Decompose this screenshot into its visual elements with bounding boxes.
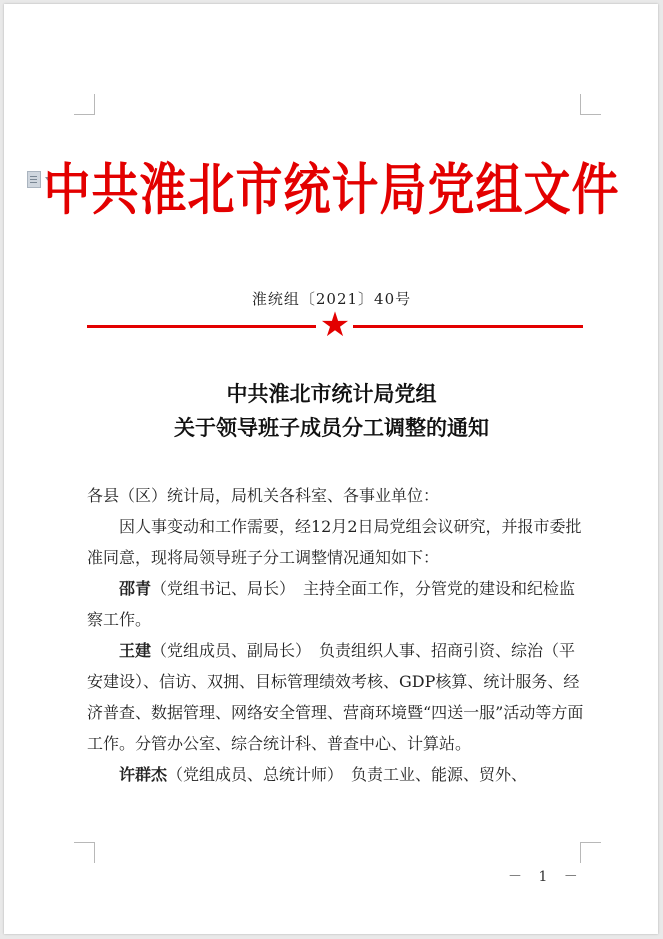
person-name: 许群杰 [119, 765, 168, 784]
document-number: 淮统组〔2021〕40号 [251, 290, 412, 308]
page-number: － 1 － [508, 869, 584, 885]
intro-paragraph: 因人事变动和工作需要，经12月2日局党组会议研究，并报市委批准同意，现将局领导班子分工调整情况通知如下： [87, 517, 582, 567]
person-name: 王建 [119, 641, 152, 660]
assignment-text: （党组成员、副局长） 负责组织人事、招商引资、综治（平安建设）、信访、双拥、目标管理绩效考核、GDP核算、统计服务、经济普查、数据管理、网络安全管理、营商环境暨“四送一服”活动等方面工作。分管办公室、综合统计科、普查中心、计算站。 [87, 641, 584, 753]
star-icon: ★ [319, 305, 351, 345]
notice-title-line2: 关于领导班子成员分工调整的通知 [174, 415, 489, 440]
notice-body [87, 480, 587, 790]
margin-corner-top-right [580, 94, 601, 115]
assignment-paragraph [87, 573, 587, 635]
assignment-text: （党组成员、总统计师） 负责工业、能源、贸外、 [167, 765, 528, 784]
margin-corner-bottom-left [74, 842, 95, 863]
person-name: 邵青 [119, 579, 152, 598]
red-rule-right [353, 325, 583, 328]
margin-corner-bottom-right [580, 842, 601, 863]
notice-title-line1: 中共淮北市统计局党组 [226, 381, 437, 406]
assignment-paragraph [87, 759, 587, 790]
salutation: 各县（区）统计局，局机关各科室、各事业单位： [87, 486, 440, 505]
red-rule-left [87, 325, 316, 328]
margin-corner-top-left [74, 94, 95, 115]
document-header: 中共淮北市统计局党组文件 [43, 158, 620, 223]
assignment-text: （党组书记、局长） 主持全面工作，分管党的建设和纪检监察工作。 [87, 579, 576, 629]
assignment-paragraph [87, 635, 587, 759]
